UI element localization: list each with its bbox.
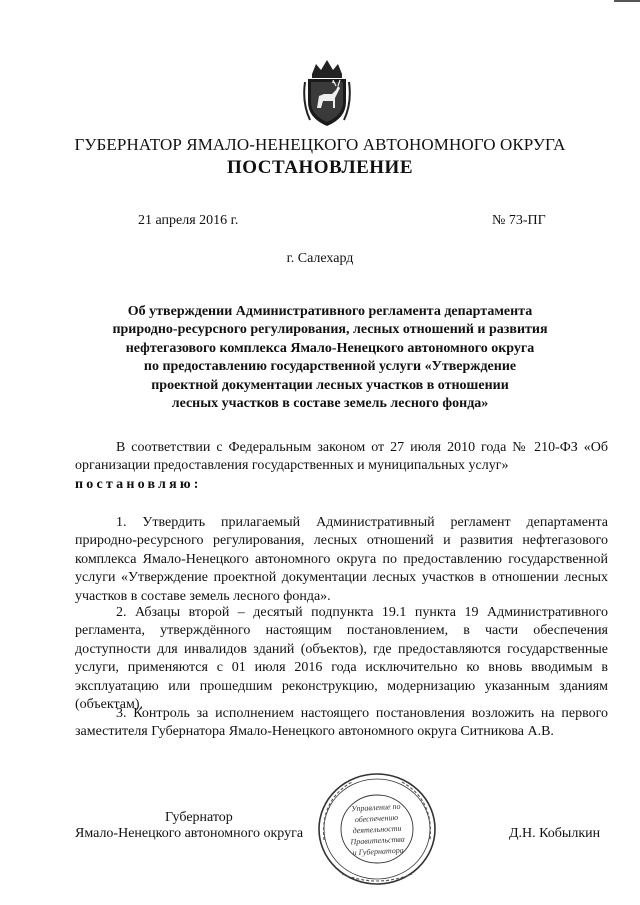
- coat-of-arms-emblem: [302, 58, 352, 128]
- issuing-authority: ГУБЕРНАТОР ЯМАЛО-НЕНЕЦКОГО АВТОНОМНОГО ОКРУГА: [74, 135, 566, 154]
- document-city: г. Салехард: [286, 251, 354, 266]
- document-date: 21 апреля 2016 г.: [138, 213, 239, 228]
- document-number: № 73-ПГ: [492, 213, 546, 228]
- resolution-item-3: 3. Контроль за исполнением настоящего постановления возложить на первого заместителя Губернатора Ямало-Ненецкого автономного округа Ситникова А.В.: [75, 706, 608, 740]
- preamble-text: В соответствии с Федеральным законом от 27 июля 2010 года № 210-ФЗ «Об организации предоставления государственных и муниципальных услуг»: [75, 440, 608, 474]
- scan-edge-mark: [614, 0, 640, 2]
- document-type-title: ПОСТАНОВЛЕНИЕ: [226, 157, 414, 178]
- subject-line: Об утверждении Административного регламента департамента: [127, 304, 533, 319]
- stamp-text-line: Управление по: [350, 801, 401, 814]
- signatory-region: Ямало-Ненецкого автономного округа: [75, 826, 304, 841]
- resolution-item-2: 2. Абзацы второй – десятый подпункта 19.1 пункта 19 Административного регламента, утверждённого настоящим постановлением, в части обеспечения доступности для инвалидов зданий (объектов), где предоставляются государственные услуги, применяются с 01 июля 2016 года исключительно ко вновь вводимым в эксплуатацию или прошедшим реконструкцию, модернизацию указанным зданиям (объектам).: [75, 605, 608, 713]
- stamp-text-line: Правительства: [350, 834, 405, 847]
- official-stamp: [302, 770, 452, 888]
- subject-line: лесных участков в составе земель лесного фонда»: [171, 396, 489, 412]
- preamble-paragraph: [75, 439, 608, 494]
- signatory-title: Губернатор: [165, 810, 233, 825]
- stamp-text-line: деятельности: [352, 823, 402, 836]
- subject-line: по предоставлению государственной услуги «Утверждение: [143, 359, 517, 375]
- subject-line: проектной документации лесных участков в отношении: [151, 377, 509, 393]
- subject-line: нефтегазового комплекса Ямало-Ненецкого автономного округа: [125, 340, 535, 356]
- stamp-text-line: и Губернатора: [352, 845, 404, 858]
- subject-line: природно-ресурсного регулирования, лесных отношений и развития: [112, 322, 548, 338]
- document-subject: [100, 303, 560, 413]
- signatory-name: Д.Н. Кобылкин: [509, 826, 601, 841]
- stamp-text-line: обеспечению: [354, 812, 399, 825]
- resolution-item-1: 1. Утвердить прилагаемый Административный регламент департамента природно-ресурсного регулирования, лесных отношений и развития нефтегазового комплекса Ямало-Ненецкого автономного округа по предоставлению государственной услуги «Утверждение проектной документации лесных участков в отношении лесных участков в составе земель лесного фонда».: [75, 515, 608, 604]
- resolve-word: постановляю:: [75, 476, 202, 492]
